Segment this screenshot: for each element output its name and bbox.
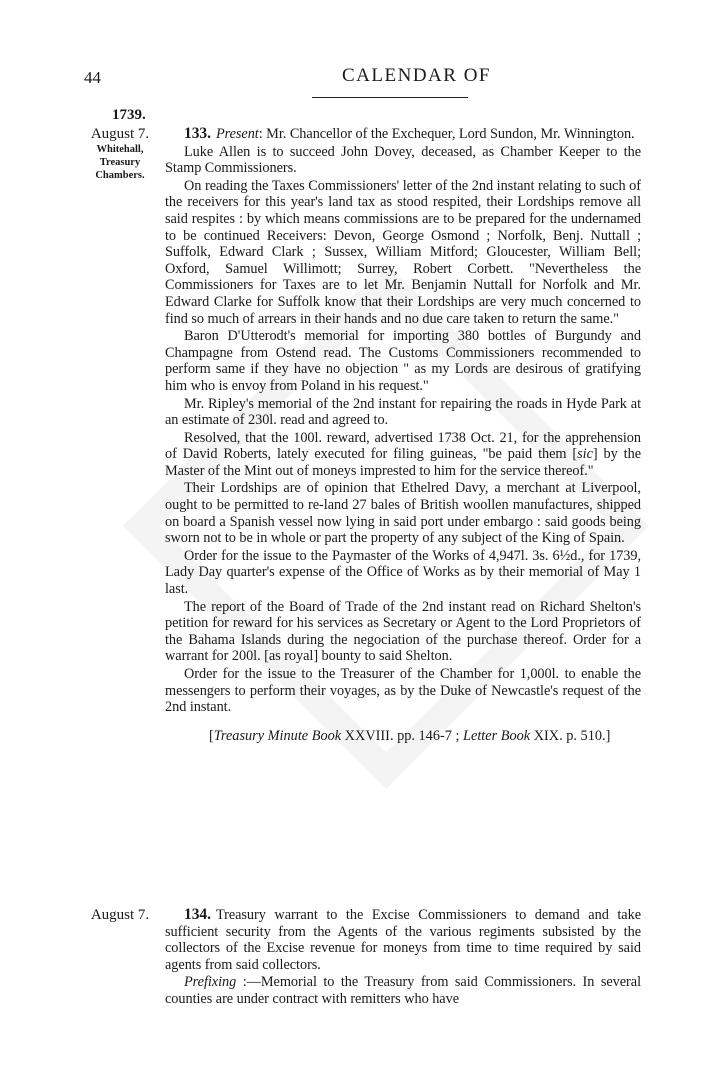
page-header [0,62,721,102]
entry-134-number: 134. [184,906,211,923]
year-heading: 1739. [112,107,146,123]
paragraph-baron-utterodt: Baron D'Utterodt's memorial for importing 380 bottles of Burgundy and Champagne from Ostend read. The Customs Commissioners recommended to perform same if they have no objection " as my Lords are desirous of gratifying him who is envoy from Poland in his request." [165,328,641,394]
paragraph-ethelred-davy: Their Lordships are of opinion that Ethelred Davy, a merchant at Liverpool, ought to be permitted to re-land 27 bales of British woollen manufactures, shipped on board a Spanish vessel now lying in said port under embargo : said goods being sworn not to be in whole or part the property of any subject of the King of Spain. [165,480,641,547]
present-text: : Mr. Chancellor of the Exchequer, Lord Sundon, Mr. Winnington. [258,126,635,142]
citation-ref-1: XXVIII. pp. 146-7 ; [341,727,464,744]
paragraph-resolved [165,430,641,480]
entry-134 [165,907,641,1008]
entry-134-margin-date: August 7. [90,907,150,923]
citation [165,728,641,745]
citation-open: [ [209,727,214,744]
entry-134-paragraph [165,907,641,973]
paragraph-paymaster-works: Order for the issue to the Paymaster of the Works of 4,947l. 3s. 6½d., for 1739, Lady Day quarter's expense of the Office of Works as by their memorial of May 1 last. [165,547,641,598]
citation-book-1: Treasury Minute Book [213,727,342,744]
entry-133-margin-place-2: Treasury [99,157,141,168]
paragraph-treasurer-chamber: Order for the issue to the Treasurer of the Chamber for 1,000l. to enable the messengers to perform their voyages, as by the Duke of Newcastle's request of the 2nd instant. [165,666,641,716]
paragraph-board-of-trade: The report of the Board of Trade of the 2nd instant read on Richard Shelton's petition for reward for his services as Secretary or Agent to the Lord Proprietors of the Bahama Islands during the negociation of the purchase thereof. Order for a warrant for 200l. [as royal] bounty to said Shelton. [165,598,641,665]
running-title: CALENDAR OF [342,65,491,86]
prefixing-text: :—Memorial to the Treasury from said Commissioners. In several counties are under contract with remitters who have [165,974,641,1007]
entry-133-margin [80,126,160,182]
entry-133-margin-place-3: Chambers. [95,170,145,181]
entry-134-text: Treasury warrant to the Excise Commissioners to demand and take sufficient security from the Agents of the various regiments subsisted by the collectors of the Excise revenue for moneys from time to time required by said agents from said collectors. [165,907,641,973]
page-number: 44 [84,68,101,87]
entry-133-margin-place-1: Whitehall, [96,144,144,155]
prefixing-label: Prefixing [184,974,237,991]
paragraph-ripley: Mr. Ripley's memorial of the 2nd instant for repairing the roads in Hyde Park at an estimate of 230l. read and agreed to. [165,395,641,429]
entry-134-prefixing [165,974,641,1007]
resolved-text-b: ] by the Master of the Mint out of moneys imprested to him for the service thereof." [165,446,641,479]
present-label: Present [215,126,259,142]
entry-133-number: 133. [184,125,211,142]
entry-133-present [165,126,641,143]
resolved-sic: sic [577,446,593,463]
header-rule [312,97,468,98]
entry-133-margin-date: August 7. [90,126,150,142]
paragraph-luke-allen: Luke Allen is to succeed John Dovey, deceased, as Chamber Keeper to the Stamp Commissioners. [165,143,641,177]
entry-134-margin [80,907,160,924]
citation-book-2: Letter Book [463,727,531,744]
citation-ref-2: XIX. p. 510.] [530,727,611,744]
entry-133 [165,126,641,744]
resolved-text-a: Resolved, that the 100l. reward, advertised 1738 Oct. 21, for the apprehension of David Roberts, lately executed for filing guineas, "be paid them [ [165,429,641,463]
paragraph-taxes-commissioners: On reading the Taxes Commissioners' letter of the 2nd instant relating to such of the receivers for this year's land tax as stood respited, their Lordships remove all said respites : by which means commissions are to be prepared for the undernamed to be continued Receivers: Devon, George Osmond ; Norfolk, Benj. Nuttall ; Suffolk, Edward Clark ; Sussex, William Mitford; Gloucester, William Bell; Oxford, Samuel Willimott; Surrey, Robert Corbett. "Nevertheless the Commissioners for Taxes are to let Mr. Benjamin Nuttall for Norfolk and Mr. Edward Clarke for Suffolk know that their Lordships are very much concerned to find so much of arrears in their hands and no due care taken to return the same." [165,177,641,327]
